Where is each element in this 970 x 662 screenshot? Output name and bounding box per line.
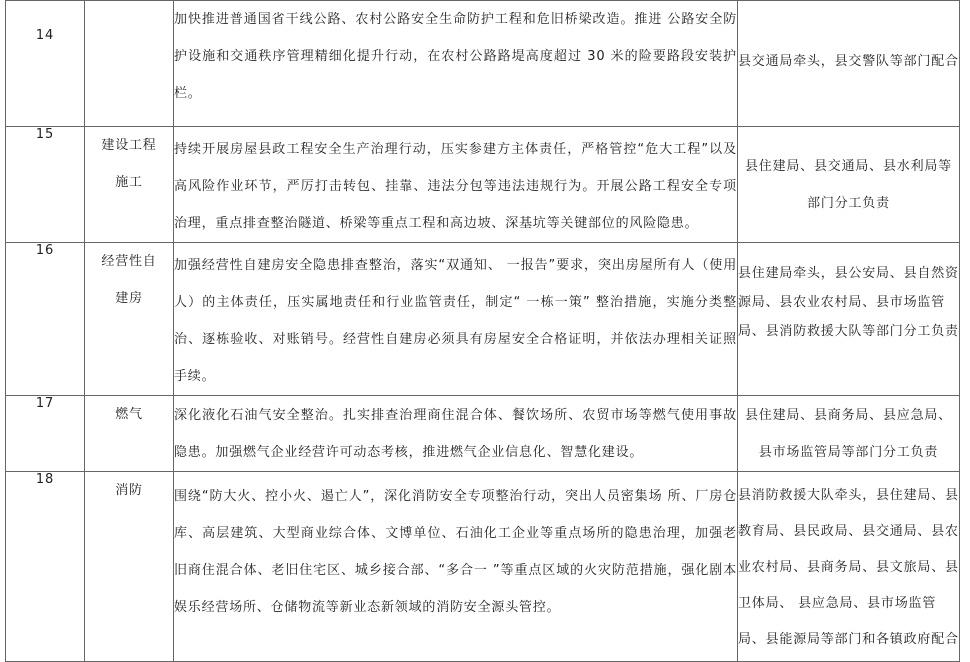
row-responsibility xyxy=(738,243,960,396)
description-text: 加强经营性自建房安全隐患排查整治，落实“双通知、 一报告”要求，突出房屋所有人（使用人）的主体责任，压实属地责任和行业监管责任，制定“ 一栋一策” 整治措施，实施分类整治、逐栋验收、对账销号。经营性自建房必须具有房屋安全合格证明，并依法办理相关证照手续。 xyxy=(174,258,737,384)
description-text: 加快推进普通国省干线公路、农村公路安全生命防护工程和危旧桥梁改造。推进 公路安全防护设施和交通秩序管理精细化提升行动，在农村公路路堤高度超过 30 米的险要路段安装护栏。 xyxy=(174,12,737,101)
row-responsibility xyxy=(738,472,960,662)
row-description xyxy=(174,396,738,472)
row-description xyxy=(174,243,738,396)
row-responsibility xyxy=(738,396,960,472)
row-category: 消防 xyxy=(85,472,174,662)
row-responsibility xyxy=(738,127,960,243)
row-category xyxy=(85,127,174,243)
description-text: 深化液化石油气安全整治。扎实排查治理商住混合体、餐饮场所、农贸市场等燃气使用事故隐患。加强燃气企业经营许可动态考核，推进燃气企业信息化、智慧化建设。 xyxy=(174,407,737,460)
row-responsibility xyxy=(738,1,960,127)
description-text: 持续开展房屋县政工程安全生产治理行动，压实参建方主体责任，严格管控“危大工程”以及高风险作业环节，严厉打击转包、挂靠、违法分包等违法违规行为。开展公路工程安全专项治理，重点排查整治隧道、桥梁等重点工程和高边坡、深基坑等关键部位的风险隐患。 xyxy=(174,142,737,231)
responsibility-text: 县住建局、县商务局、县应急局、县市场监管局等部门分工负责 xyxy=(744,407,952,460)
table-row xyxy=(6,127,960,243)
row-number: 15 xyxy=(6,127,85,243)
category-text: 经营性自建房 xyxy=(101,254,157,306)
table-row xyxy=(6,243,960,396)
row-category: 燃气 xyxy=(85,396,174,472)
responsibility-text: 县交通局牵头，县交警队等部门配合 xyxy=(738,54,959,69)
description-text: 围绕“防大火、控小火、遏亡人”，深化消防安全专项整治行动，突出人员密集场 所、厂房仓库、高层建筑、大型商业综合体、文博单位、石油化工企业等重点场所的隐患治理，加强老旧商住混合体、老旧住宅区、城乡接合部、“多合一 ”等重点区域的火灾防范措施，强化剧本娱乐经营场所、仓储物流等新业态新领域的消防安全源头管控。 xyxy=(174,489,737,615)
row-number: 18 xyxy=(6,472,85,662)
row-category xyxy=(85,1,174,127)
responsibility-text: 县住建局牵头，县公安局、县自然资源局、县农业农村局、县市场监管局、县消防救援大队等部门分工负责 xyxy=(738,266,959,339)
table-row xyxy=(6,472,960,662)
row-description xyxy=(174,472,738,662)
row-description xyxy=(174,127,738,243)
row-category xyxy=(85,243,174,396)
task-table xyxy=(5,0,960,662)
responsibility-text: 县住建局、县交通局、县水利局等部门分工负责 xyxy=(744,158,952,211)
table-row xyxy=(6,1,960,127)
table-row xyxy=(6,396,960,472)
row-number: 16 xyxy=(6,243,85,396)
row-description xyxy=(174,1,738,127)
responsibility-text: 县消防救援大队牵头，县住建局、县教育局、县民政局、县交通局、县农业农村局、县商务局、县文旅局、县卫体局、 县应急局、县市场监管局、县能源局等部门和各镇政府配合 xyxy=(738,488,959,647)
row-number: 17 xyxy=(6,396,85,472)
category-text: 建设工程施工 xyxy=(101,138,157,190)
row-number: 14 xyxy=(6,1,85,127)
